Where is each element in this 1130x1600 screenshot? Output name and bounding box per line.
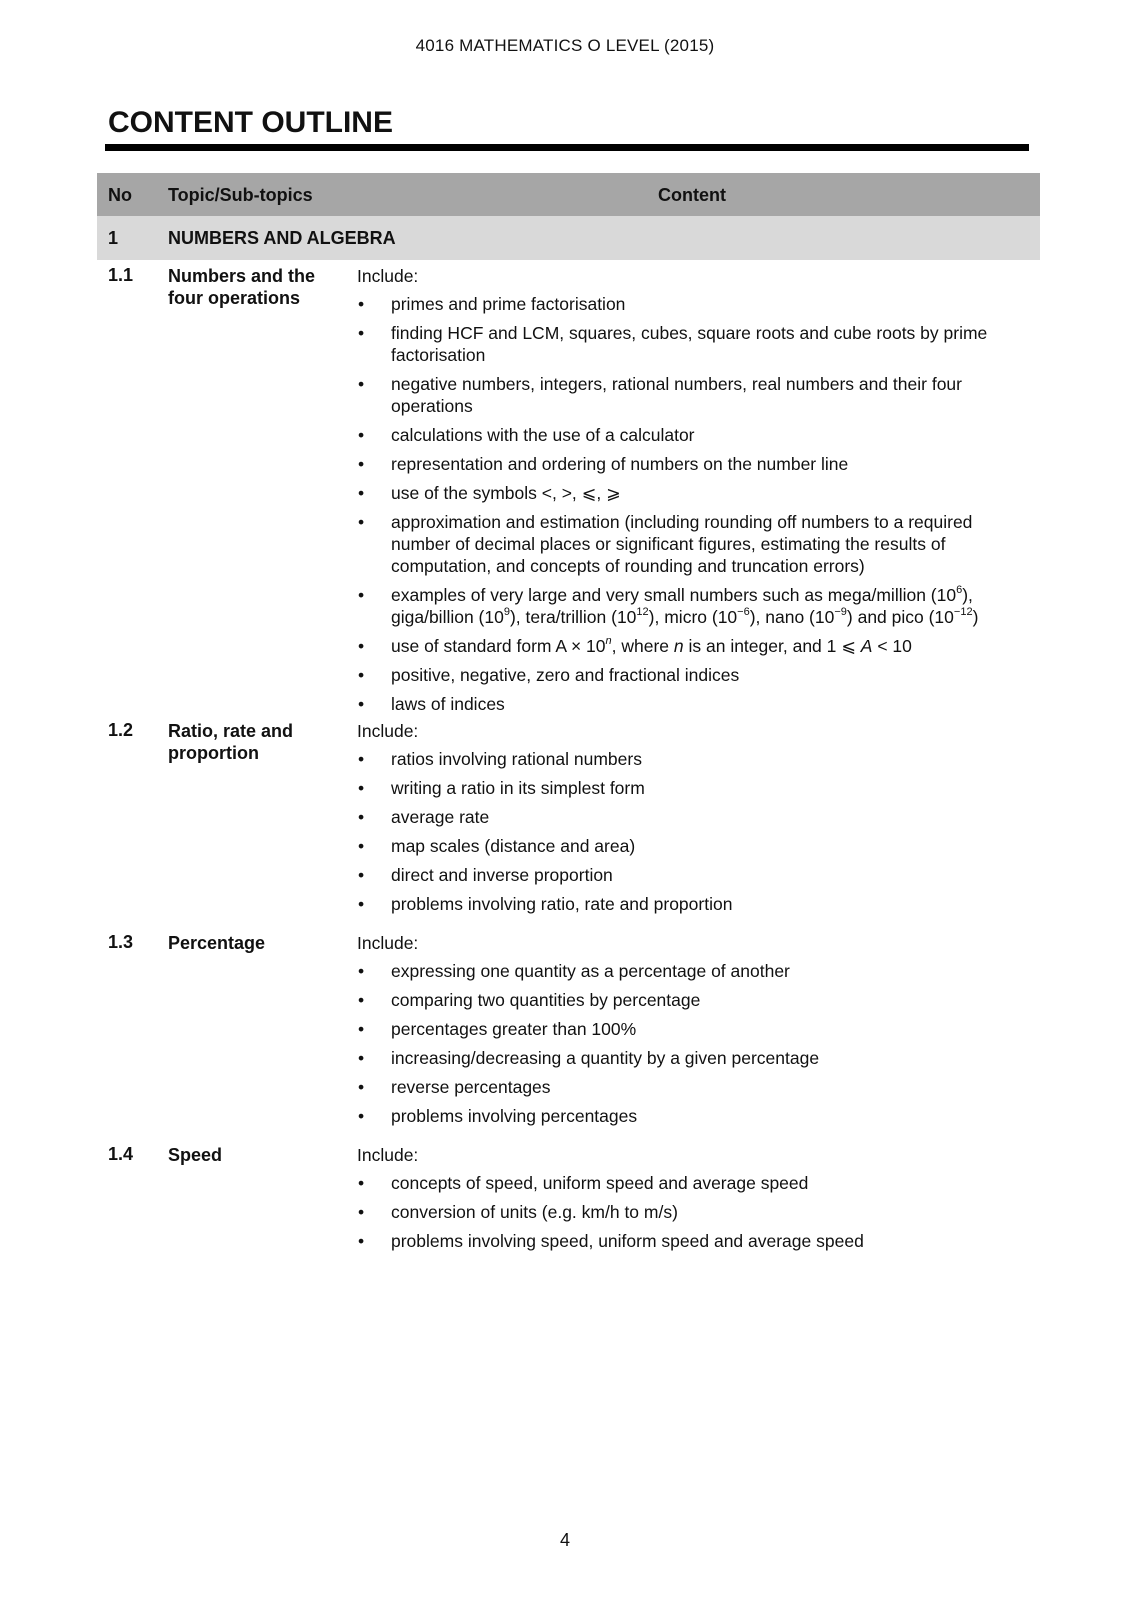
list-item-standard-form: • use of standard form $A \times 10^n$, where n is an integer, and 1 ⩽ A < 10 (357, 635, 1027, 657)
list-item: • negative numbers, integers, rational numbers, real numbers and their four operations (357, 373, 1027, 417)
row-topic: Numbers and the four operations (168, 266, 316, 308)
title-rule (105, 144, 1029, 151)
list-item: • approximation and estimation (including rounding off numbers to a required number of decimal places or significant figures, estimating the results of computation, and concepts of rounding and truncation errors) (357, 511, 1027, 577)
list-item: • representation and ordering of numbers on the number line (357, 453, 1027, 475)
list-item: • finding HCF and LCM, squares, cubes, square roots and cube roots by prime factorisation (357, 322, 1027, 366)
row-topic: Speed (168, 1145, 223, 1165)
section-row (97, 216, 1040, 260)
table-header-row (97, 173, 1040, 216)
include-label: Include: (357, 266, 419, 286)
row-topic: Ratio, rate and proportion (168, 721, 294, 763)
row-content (357, 720, 1027, 922)
list-item: • positive, negative, zero and fractional indices (357, 664, 1027, 686)
list-item: • expressing one quantity as a percentage of another (357, 960, 1027, 982)
include-label: Include: (357, 721, 419, 741)
list-item-prefixes: • examples of very large and very small numbers such as mega/million $(10^6)$, giga/billion $(10^9)$, tera/trillion $(10^{12})$, micro $(10^{-6})$, nano $(10^{-9})$ and pico $(10^{-12})$ (357, 584, 1027, 628)
list-item: • problems involving ratio, rate and proportion (357, 893, 1027, 915)
include-label: Include: (357, 933, 419, 953)
section-title: NUMBERS AND ALGEBRA (168, 228, 396, 248)
page-number: 4 (559, 1530, 570, 1550)
list-item: • map scales (distance and area) (357, 835, 1027, 857)
list-item: • direct and inverse proportion (357, 864, 1027, 886)
column-header-content: Content (658, 185, 726, 205)
page-title: CONTENT OUTLINE (108, 106, 393, 139)
include-label: Include: (357, 1145, 419, 1165)
list-item: • reverse percentages (357, 1076, 1027, 1098)
list-item: • writing a ratio in its simplest form (357, 777, 1027, 799)
list-item: • increasing/decreasing a quantity by a given percentage (357, 1047, 1027, 1069)
row-number: 1.4 (108, 1144, 134, 1164)
list-item: • concepts of speed, uniform speed and average speed (357, 1172, 1027, 1194)
running-header: 4016 MATHEMATICS O LEVEL (2015) (415, 36, 715, 55)
list-item: • average rate (357, 806, 1027, 828)
list-item: • ratios involving rational numbers (357, 748, 1027, 770)
column-header-topic: Topic/Sub-topics (168, 185, 313, 205)
row-content (357, 932, 1027, 1134)
list-item: • comparing two quantities by percentage (357, 989, 1027, 1011)
column-header-no: No (108, 185, 132, 205)
list-item: • problems involving percentages (357, 1105, 1027, 1127)
list-item: • laws of indices (357, 693, 1027, 715)
row-content (357, 1144, 1027, 1259)
row-content (357, 265, 1027, 722)
list-item: • problems involving speed, uniform speed and average speed (357, 1230, 1027, 1252)
list-item: • use of the symbols <, >, ⩽, ⩾ (357, 482, 1027, 504)
row-number: 1.3 (108, 932, 134, 952)
list-item: • calculations with the use of a calculator (357, 424, 1027, 446)
row-topic: Percentage (168, 933, 266, 953)
section-number: 1 (108, 228, 119, 248)
list-item: • conversion of units (e.g. km/h to m/s) (357, 1201, 1027, 1223)
row-number: 1.2 (108, 720, 134, 740)
list-item: • primes and prime factorisation (357, 293, 1027, 315)
list-item: • percentages greater than 100% (357, 1018, 1027, 1040)
row-number: 1.1 (108, 265, 134, 285)
